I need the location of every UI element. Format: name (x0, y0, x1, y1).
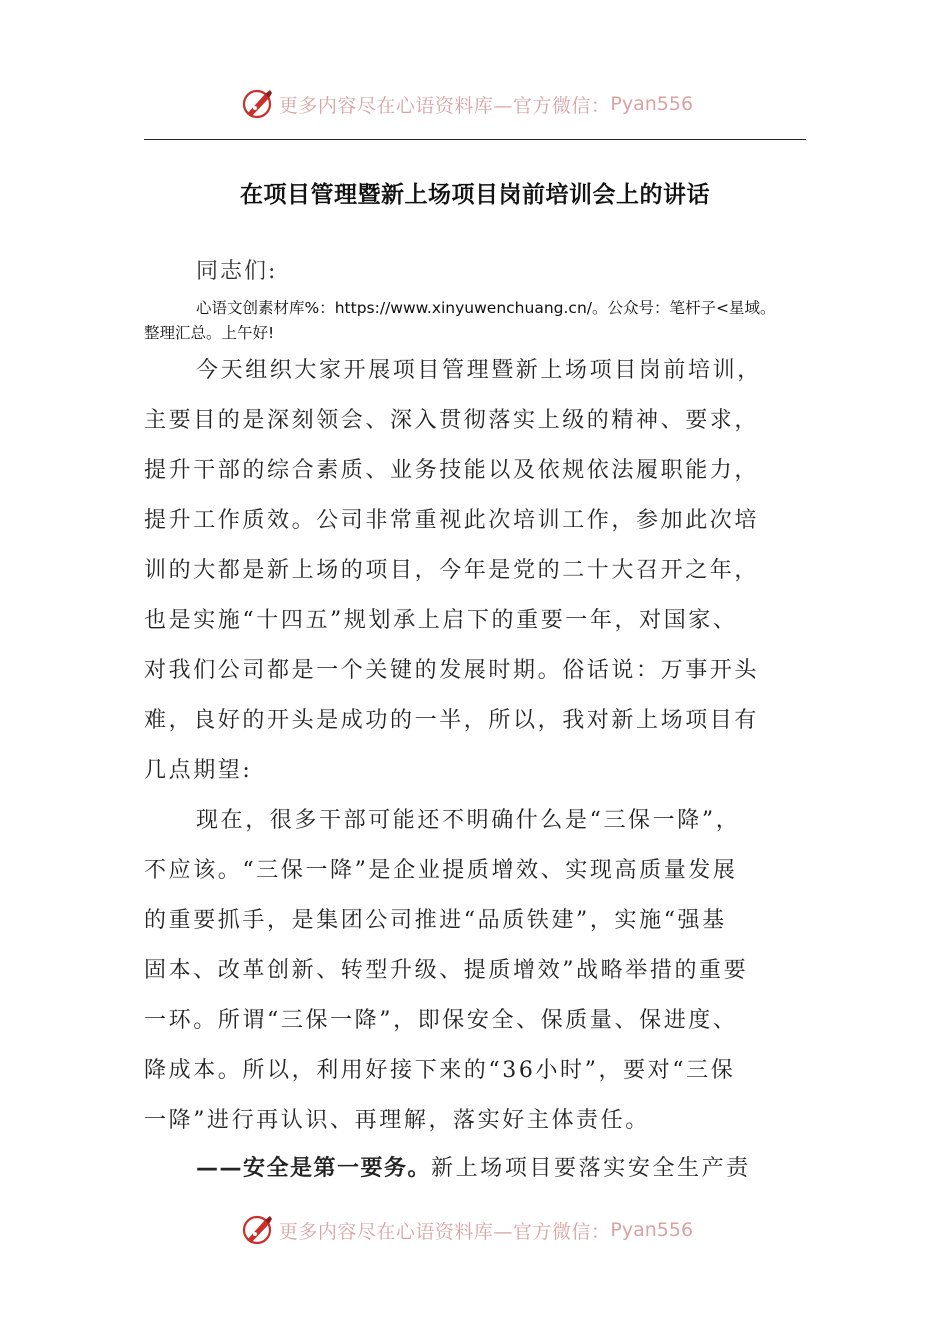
header-banner-text: 更多内容尽在心语资料库—官方微信： (278, 94, 611, 117)
section-heading-safety: ——安全是第一要务。 (196, 1156, 432, 1181)
paragraph-line: 一降”进行再认识、再理解，落实好主体责任。 (144, 1108, 650, 1133)
paragraph-line: 降成本。所以，利用好接下来的“36小时”，要对“三保 (144, 1058, 736, 1083)
paragraph-line: 现在，很多干部可能还不明确什么是“三保一降”， (196, 808, 741, 833)
paragraph-line: 固本、改革创新、转型升级、提质增效”战略举措的重要 (144, 958, 749, 983)
paragraph-line: 的重要抓手，是集团公司推进“品质铁建”，实施“强基 (144, 908, 727, 933)
paragraph-1 (144, 346, 806, 796)
paragraph-line: 几点期望: (144, 758, 253, 783)
salutation: 同志们: (196, 259, 278, 284)
footer-wechat-id: Pyan556 (610, 1219, 694, 1241)
document-title: 在项目管理暨新上场项目岗前培训会上的讲话 (240, 182, 710, 208)
paragraph-line: 一环。所谓“三保一降”，即保安全、保质量、保进度、 (144, 1008, 738, 1033)
paragraph-line: 也是实施“十四五”规划承上启下的重要一年，对国家、 (144, 608, 738, 633)
footer-banner (0, 1210, 950, 1250)
pen-circle-logo-icon (241, 1213, 275, 1247)
paragraph-3 (144, 1144, 806, 1194)
paragraph-line: 对我们公司都是一个关键的发展时期。俗话说：万事开头 (144, 658, 760, 683)
source-note-line1: 心语文创素材库%：https://www.xinyuwenchuang.cn/。公众号：笔杆子<星域。 (196, 299, 776, 317)
footer-banner-text: 更多内容尽在心语资料库—官方微信： (278, 1220, 611, 1243)
source-note (144, 296, 806, 346)
source-note-line2: 整理汇总。上午好! (144, 324, 275, 342)
paragraph-line (144, 1144, 806, 1194)
header-wechat-id: Pyan556 (610, 93, 694, 115)
paragraph-line: 今天组织大家开展项目管理暨新上场项目岗前培训， (196, 358, 762, 383)
paragraph-line: 提升工作质效。公司非常重视此次培训工作，参加此次培 (144, 508, 760, 533)
paragraph-line: 主要目的是深刻领会、深入贯彻落实上级的精神、要求， (144, 408, 760, 433)
paragraph-line: 不应该。“三保一降”是企业提质增效、实现高质量发展 (144, 858, 738, 883)
paragraph-line: 难，良好的开头是成功的一半，所以，我对新上场项目有 (144, 708, 760, 733)
paragraph-line: 提升干部的综合素质、业务技能以及依规依法履职能力， (144, 458, 760, 483)
header-banner (0, 84, 950, 124)
paragraph-2 (144, 796, 806, 1146)
paragraph-line: 训的大都是新上场的项目，今年是党的二十大召开之年， (144, 558, 760, 583)
paragraph-3-text: 新上场项目要落实安全生产责 (431, 1156, 751, 1181)
pen-circle-logo-icon (241, 87, 275, 121)
header-divider (144, 139, 806, 140)
